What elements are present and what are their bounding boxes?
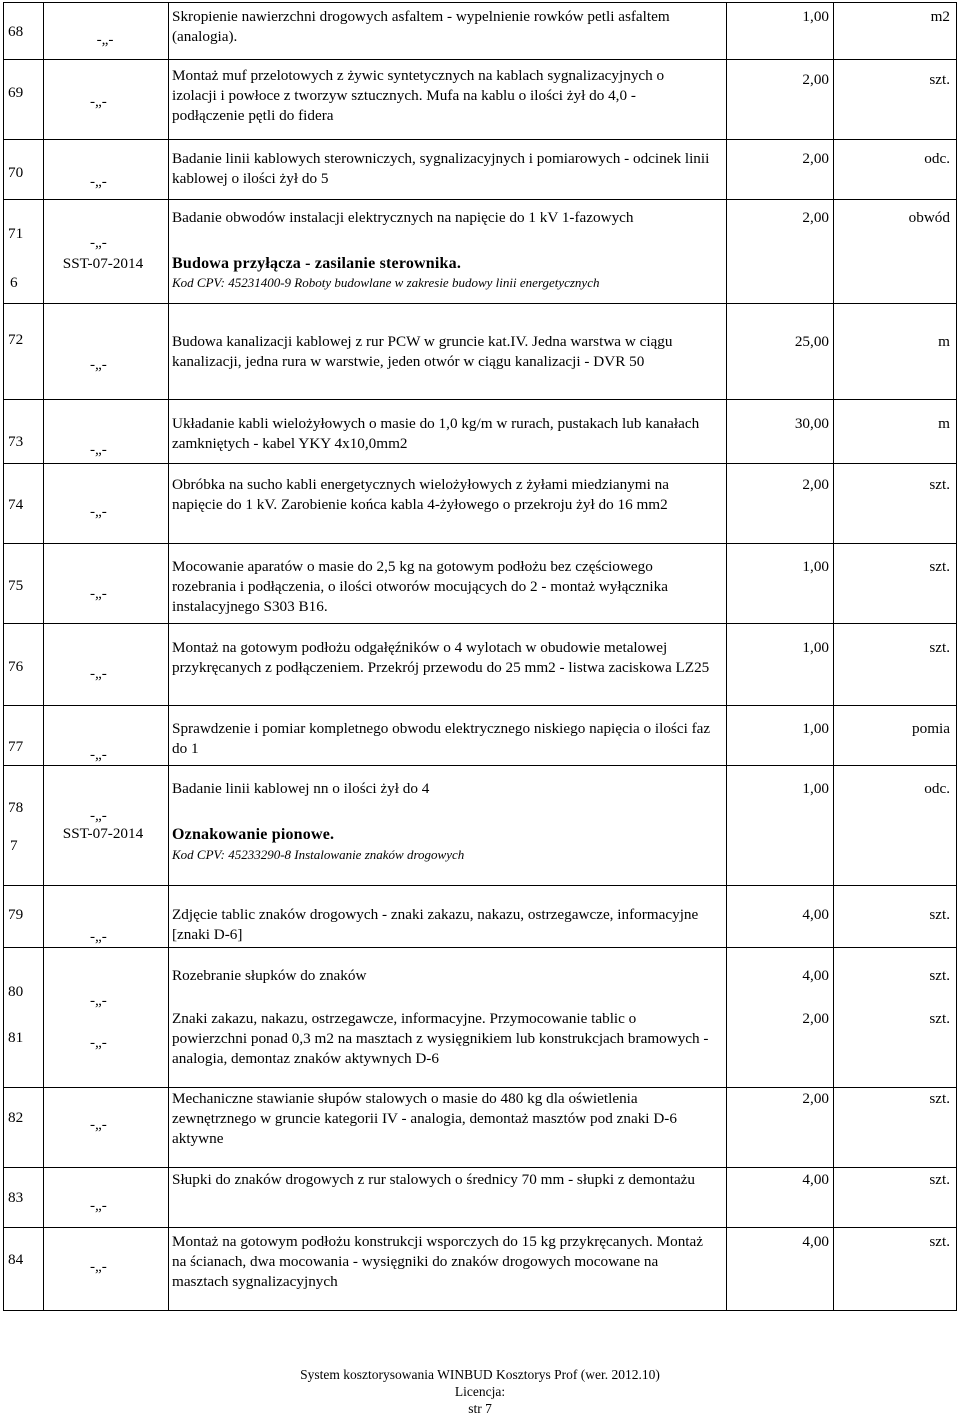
- row-unit: pomia: [912, 720, 950, 737]
- row-description: Obróbka na sucho kabli energetycznych wielożyłowych z żyłami miedzianymi na napięcie do 1 kV. Zarobienie końca kabla 4-żyłowego o przekroju żył do 16 mm2: [172, 476, 669, 513]
- row-ref: -„-: [90, 503, 107, 520]
- row-description: Montaż na gotowym podłożu odgałęźników o 4 wylotach w obudowie metalowej przykręcanych z podłączeniem. Przekrój przewodu do 25 mm2 - listwa zaciskowa LZ25: [172, 639, 710, 676]
- row-unit: szt.: [929, 906, 950, 923]
- row-ref: -„-: [90, 746, 107, 763]
- row-unit: m: [938, 333, 950, 350]
- row-number: 83: [8, 1189, 24, 1206]
- row-ref: -„-: [90, 93, 107, 110]
- row-quantity: 2,00: [802, 1090, 829, 1107]
- row-ref: -„-: [90, 1034, 107, 1051]
- footer-page-number: str 7: [468, 1401, 492, 1416]
- row-number: 75: [8, 577, 24, 594]
- row-unit: szt.: [929, 967, 950, 984]
- row-quantity: 4,00: [802, 967, 829, 984]
- row-number: 84: [8, 1251, 24, 1268]
- footer-software-line: System kosztorysowania WINBUD Kosztorys Prof (wer. 2012.10): [300, 1367, 660, 1382]
- row-number: 73: [8, 433, 24, 450]
- row-unit: szt.: [929, 639, 950, 656]
- row-unit: szt.: [929, 1171, 950, 1188]
- row-quantity: 4,00: [802, 1171, 829, 1188]
- row-description: Układanie kabli wielożyłowych o masie do 1,0 kg/m w rurach, pustakach lub kanałach zamkniętych - kabel YKY 4x10,0mm2: [172, 415, 700, 452]
- row-description: Mocowanie aparatów o masie do 2,5 kg na gotowym podłożu bez częściowego rozebrania i podłączenia, o ilości otworów mocujących do 2 - montaż wyłącznika instalacyjnego S303 B16.: [172, 558, 668, 615]
- row-number: 77: [8, 738, 24, 755]
- section-title: Budowa przyłącza - zasilanie sterownika.: [172, 255, 462, 272]
- row-number: 81: [8, 1029, 24, 1046]
- row-ref: -„-: [90, 441, 107, 458]
- row-number: 74: [8, 496, 24, 513]
- row-quantity: 1,00: [802, 720, 829, 737]
- row-quantity: 2,00: [802, 71, 829, 88]
- row-number: 82: [8, 1109, 24, 1126]
- row-quantity: 2,00: [802, 209, 829, 226]
- row-ref: -„-: [90, 1116, 107, 1133]
- row-quantity: 2,00: [802, 1010, 829, 1027]
- row-number: 76: [8, 658, 24, 675]
- row-ref: -„-: [90, 173, 107, 190]
- row-description: Rozebranie słupków do znaków: [172, 967, 367, 984]
- row-number: 72: [8, 331, 24, 348]
- section-ref: SST-07-2014: [62, 825, 144, 842]
- row-number: 70: [8, 164, 24, 181]
- row-unit: szt.: [929, 1090, 950, 1107]
- row-ref: -„-: [90, 992, 107, 1009]
- row-description: Sprawdzenie i pomiar kompletnego obwodu elektrycznego niskiego napięcia o ilości faz do 1: [172, 720, 711, 757]
- row-quantity: 1,00: [802, 780, 829, 797]
- row-description: Zdjęcie tablic znaków drogowych - znaki zakazu, nakazu, ostrzegawcze, informacyjne [znaki D-6]: [172, 906, 699, 943]
- row-ref: -„-: [96, 31, 114, 48]
- row-number: 79: [8, 906, 24, 923]
- row-description: Badanie linii kablowych sterowniczych, sygnalizacyjnych i pomiarowych - odcinek linii kablowej o ilości żył do 5: [172, 150, 710, 187]
- row-unit: m: [938, 415, 950, 432]
- row-description: Słupki do znaków drogowych z rur stalowych o średnicy 70 mm - słupki z demontażu: [172, 1171, 696, 1188]
- section-ref: SST-07-2014: [62, 255, 144, 272]
- row-unit: m2: [930, 8, 950, 25]
- row-unit: odc.: [924, 780, 950, 797]
- row-ref: -„-: [90, 1258, 107, 1275]
- footer-license-line: Licencja:: [454, 1384, 506, 1399]
- section-number: 7: [10, 837, 18, 854]
- row-number: 71: [8, 225, 24, 242]
- row-ref: -„-: [90, 807, 107, 824]
- row-description: Znaki zakazu, nakazu, ostrzegawcze, informacyjne. Przymocowanie tablic o powierzchni ponad 0,3 m2 na masztach z wysięgnikiem lub konstrukcjach bramowych - analogia, demontaz znaków aktywnych D-6: [172, 1010, 709, 1067]
- row-quantity: 2,00: [802, 476, 829, 493]
- row-unit: szt.: [929, 476, 950, 493]
- row-unit: szt.: [929, 71, 950, 88]
- row-quantity: 1,00: [802, 639, 829, 656]
- row-ref: -„-: [90, 356, 107, 373]
- row-ref: -„-: [90, 234, 107, 251]
- row-quantity: 25,00: [794, 333, 829, 350]
- row-quantity: 4,00: [802, 1233, 829, 1250]
- section-number: 6: [10, 274, 18, 291]
- section-cpv-code: Kod CPV: 45231400-9 Roboty budowlane w zakresie budowy linii energetycznych: [172, 275, 600, 290]
- row-quantity: 30,00: [794, 415, 829, 432]
- row-description: Montaż na gotowym podłożu konstrukcji wsporczych do 15 kg przykręcanych. Montaż na ścianach, dwa mocowania - wysięgniki do znaków drogowych mocowane na masztach sygnalizacyjnych: [172, 1233, 704, 1290]
- row-unit: szt.: [929, 1010, 950, 1027]
- section-title: Oznakowanie pionowe.: [172, 826, 335, 843]
- row-ref: -„-: [90, 585, 107, 602]
- row-description: Budowa kanalizacji kablowej z rur PCW w gruncie kat.IV. Jedna warstwa w ciągu kanalizacji, jedna rura w warstwie, jeden otwór w ciągu kanalizacji - DVR 50: [172, 333, 673, 370]
- row-description: Mechaniczne stawianie słupów stalowych o masie do 480 kg dla oświetlenia zewnętrznego w gruncie kategorii IV - analogia, demontaż masztów pod znaki D-6 aktywne: [172, 1090, 677, 1147]
- row-ref: -„-: [90, 665, 107, 682]
- row-unit: szt.: [929, 558, 950, 575]
- row-description: Badanie linii kablowej nn o ilości żył do 4: [172, 780, 430, 797]
- row-quantity: 2,00: [802, 150, 829, 167]
- row-unit: obwód: [908, 209, 950, 226]
- row-unit: szt.: [929, 1233, 950, 1250]
- row-number: 68: [8, 23, 24, 40]
- section-cpv-code: Kod CPV: 45233290-8 Instalowanie znaków drogowych: [172, 847, 465, 862]
- row-description: Montaż muf przelotowych z żywic syntetycznych na kablach sygnalizacyjnych o izolacji i powłoce z tworzyw sztucznych. Mufa na kablu o ilości żył do 4,0 - podłączenie pętli do fidera: [172, 67, 665, 124]
- row-quantity: 4,00: [802, 906, 829, 923]
- row-ref: -„-: [90, 1197, 107, 1214]
- row-unit: odc.: [924, 150, 950, 167]
- row-description: Skropienie nawierzchni drogowych asfaltem - wypelnienie rowków petli asfaltem (analogia).: [172, 8, 670, 45]
- row-description: Badanie obwodów instalacji elektrycznych na napięcie do 1 kV 1-fazowych: [172, 209, 634, 226]
- row-number: 69: [8, 84, 24, 101]
- row-number: 78: [8, 799, 24, 816]
- row-quantity: 1,00: [802, 558, 829, 575]
- row-quantity: 1,00: [802, 8, 829, 25]
- row-number: 80: [8, 983, 24, 1000]
- row-ref: -„-: [90, 928, 107, 945]
